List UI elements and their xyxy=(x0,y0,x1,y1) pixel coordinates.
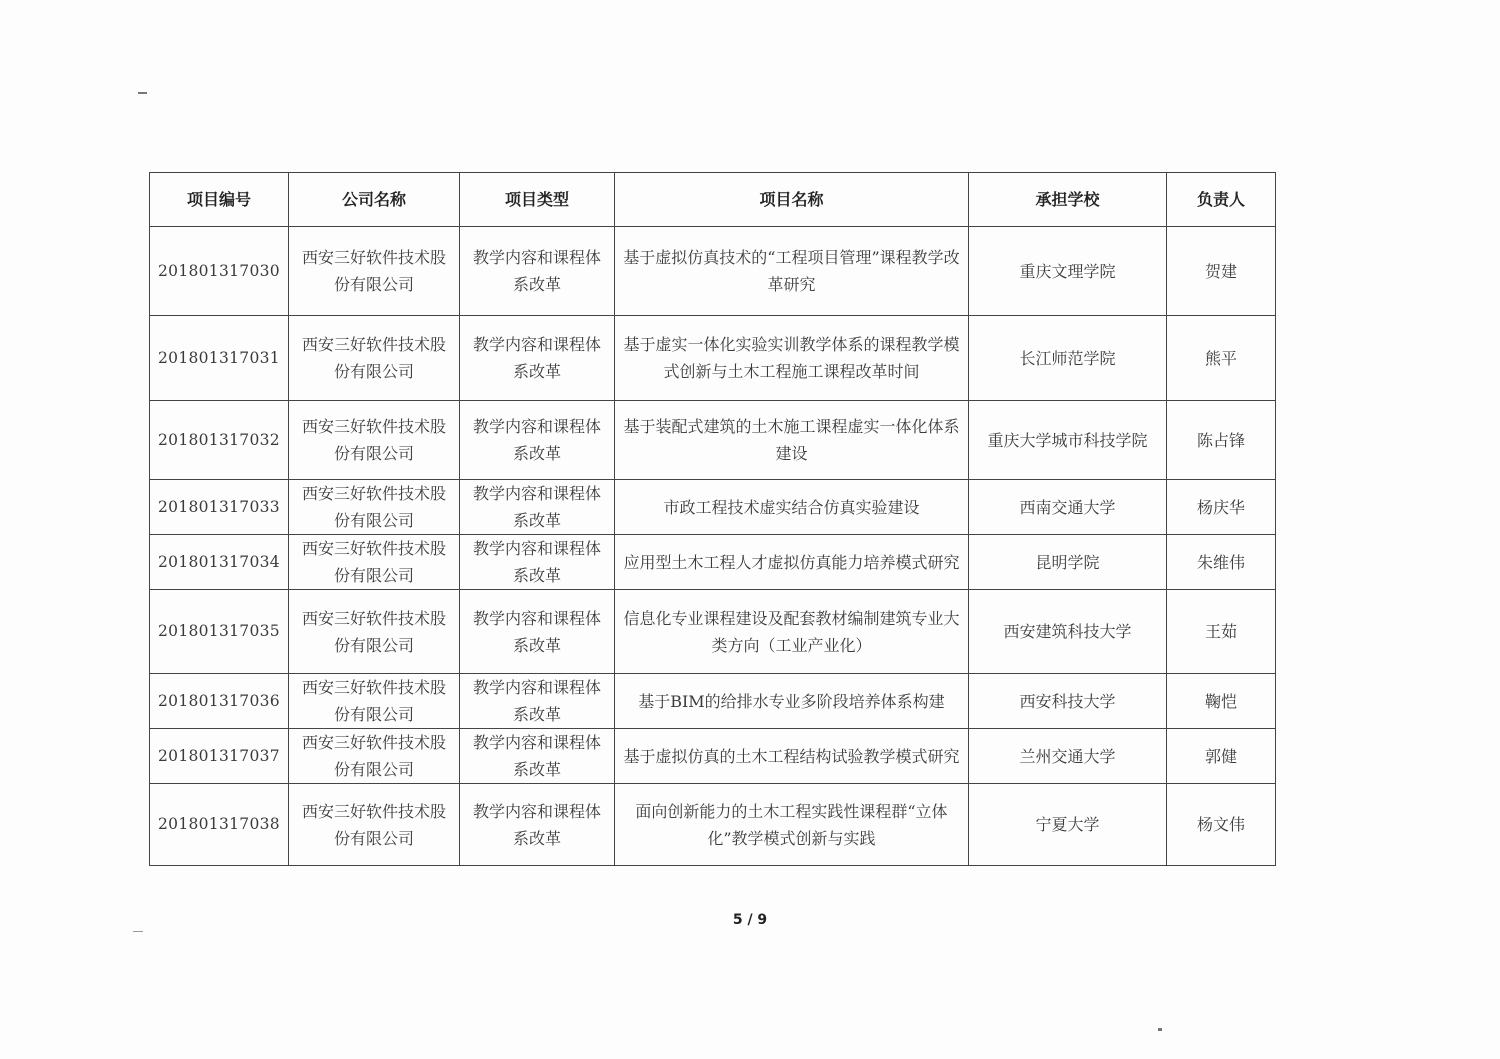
cell-company: 西安三好软件技术股份有限公司 xyxy=(288,316,459,401)
header-company-name: 公司名称 xyxy=(288,173,459,227)
cell-leader: 杨文伟 xyxy=(1166,784,1275,866)
cell-type: 教学内容和课程体系改革 xyxy=(459,784,614,866)
cell-project-name: 基于虚拟仿真技术的“工程项目管理”课程教学改革研究 xyxy=(614,227,968,316)
scan-speck xyxy=(138,92,147,94)
cell-school: 重庆文理学院 xyxy=(968,227,1166,316)
cell-school: 西安科技大学 xyxy=(968,674,1166,729)
header-project-id: 项目编号 xyxy=(150,173,289,227)
cell-project-name: 面向创新能力的土木工程实践性课程群“立体化”教学模式创新与实践 xyxy=(614,784,968,866)
cell-type: 教学内容和课程体系改革 xyxy=(459,401,614,480)
cell-company: 西安三好软件技术股份有限公司 xyxy=(288,784,459,866)
table-row xyxy=(150,227,1276,316)
cell-school: 重庆大学城市科技学院 xyxy=(968,401,1166,480)
cell-school: 兰州交通大学 xyxy=(968,729,1166,784)
cell-project-name: 基于BIM的给排水专业多阶段培养体系构建 xyxy=(614,674,968,729)
cell-project-id: 201801317030 xyxy=(150,227,289,316)
cell-school: 宁夏大学 xyxy=(968,784,1166,866)
cell-project-id: 201801317038 xyxy=(150,784,289,866)
cell-company: 西安三好软件技术股份有限公司 xyxy=(288,590,459,674)
cell-project-id: 201801317037 xyxy=(150,729,289,784)
cell-type: 教学内容和课程体系改革 xyxy=(459,316,614,401)
cell-leader: 郭健 xyxy=(1166,729,1275,784)
cell-company: 西安三好软件技术股份有限公司 xyxy=(288,401,459,480)
cell-leader: 朱维伟 xyxy=(1166,535,1275,590)
cell-project-id: 201801317035 xyxy=(150,590,289,674)
header-leader: 负责人 xyxy=(1166,173,1275,227)
cell-leader: 王茹 xyxy=(1166,590,1275,674)
table-row xyxy=(150,535,1276,590)
cell-project-id: 201801317034 xyxy=(150,535,289,590)
cell-project-id: 201801317036 xyxy=(150,674,289,729)
cell-company: 西安三好软件技术股份有限公司 xyxy=(288,480,459,535)
table-row xyxy=(150,784,1276,866)
cell-company: 西安三好软件技术股份有限公司 xyxy=(288,535,459,590)
cell-company: 西安三好软件技术股份有限公司 xyxy=(288,227,459,316)
table-row xyxy=(150,316,1276,401)
cell-school: 长江师范学院 xyxy=(968,316,1166,401)
cell-project-name: 信息化专业课程建设及配套教材编制建筑专业大类方向（工业产业化） xyxy=(614,590,968,674)
cell-school: 西安建筑科技大学 xyxy=(968,590,1166,674)
table-row xyxy=(150,674,1276,729)
header-school: 承担学校 xyxy=(968,173,1166,227)
cell-leader: 贺建 xyxy=(1166,227,1275,316)
cell-company: 西安三好软件技术股份有限公司 xyxy=(288,674,459,729)
cell-project-name: 应用型土木工程人才虚拟仿真能力培养模式研究 xyxy=(614,535,968,590)
cell-project-id: 201801317032 xyxy=(150,401,289,480)
cell-type: 教学内容和课程体系改革 xyxy=(459,480,614,535)
cell-project-id: 201801317033 xyxy=(150,480,289,535)
cell-type: 教学内容和课程体系改革 xyxy=(459,227,614,316)
header-project-type: 项目类型 xyxy=(459,173,614,227)
cell-type: 教学内容和课程体系改革 xyxy=(459,729,614,784)
cell-type: 教学内容和课程体系改革 xyxy=(459,674,614,729)
cell-type: 教学内容和课程体系改革 xyxy=(459,590,614,674)
table-row xyxy=(150,729,1276,784)
cell-leader: 杨庆华 xyxy=(1166,480,1275,535)
cell-project-name: 基于虚实一体化实验实训教学体系的课程教学模式创新与土木工程施工课程改革时间 xyxy=(614,316,968,401)
cell-leader: 鞠恺 xyxy=(1166,674,1275,729)
scan-speck xyxy=(133,931,143,932)
page-number: 5 / 9 xyxy=(732,912,768,928)
cell-type: 教学内容和课程体系改革 xyxy=(459,535,614,590)
cell-project-name: 基于装配式建筑的土木施工课程虚实一体化体系建设 xyxy=(614,401,968,480)
table-header-row xyxy=(150,173,1276,227)
cell-project-name: 市政工程技术虚实结合仿真实验建设 xyxy=(614,480,968,535)
cell-project-name: 基于虚拟仿真的土木工程结构试验教学模式研究 xyxy=(614,729,968,784)
cell-leader: 陈占锋 xyxy=(1166,401,1275,480)
table-row xyxy=(150,590,1276,674)
cell-school: 昆明学院 xyxy=(968,535,1166,590)
cell-company: 西安三好软件技术股份有限公司 xyxy=(288,729,459,784)
table-row xyxy=(150,401,1276,480)
project-table-container xyxy=(149,172,1276,866)
header-project-name: 项目名称 xyxy=(614,173,968,227)
cell-school: 西南交通大学 xyxy=(968,480,1166,535)
project-table xyxy=(149,172,1276,866)
table-row xyxy=(150,480,1276,535)
cell-project-id: 201801317031 xyxy=(150,316,289,401)
scan-speck xyxy=(1158,1028,1162,1031)
cell-leader: 熊平 xyxy=(1166,316,1275,401)
